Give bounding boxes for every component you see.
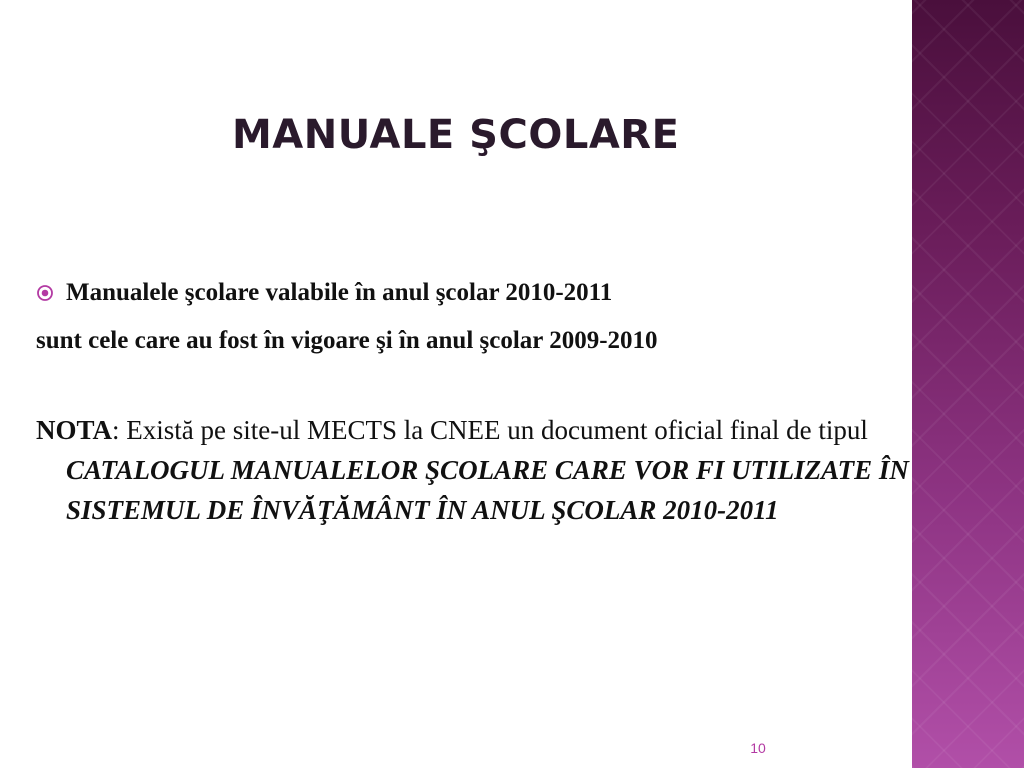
page-number: 10 [750, 740, 766, 756]
bullet-text: Manualele şcolare valabile în anul şcolar 2010-2011 [66, 279, 613, 306]
nota-paragraph [36, 410, 1012, 530]
circled-dot-icon [36, 284, 54, 302]
nota-colon: : [112, 415, 120, 445]
nota-label: NOTA [36, 415, 113, 445]
continuation-text: sunt cele care au fost în vigoare şi în anul şcolar 2009-2010 [36, 327, 658, 354]
slide-title: MANUALE ŞCOLARE [232, 112, 680, 158]
bullet-item [36, 276, 984, 310]
slide-body [36, 276, 984, 530]
nota-text: Există pe site-ul MECTS la CNEE un document oficial final de tipul [119, 415, 868, 445]
catalog-title: CATALOGUL MANUALELOR ŞCOLARE CARE VOR FI UTILIZATE ÎN SISTEMUL DE ÎNVĂŢĂMÂNT ÎN ANUL ŞCOLAR 2010-2011 [66, 455, 909, 525]
